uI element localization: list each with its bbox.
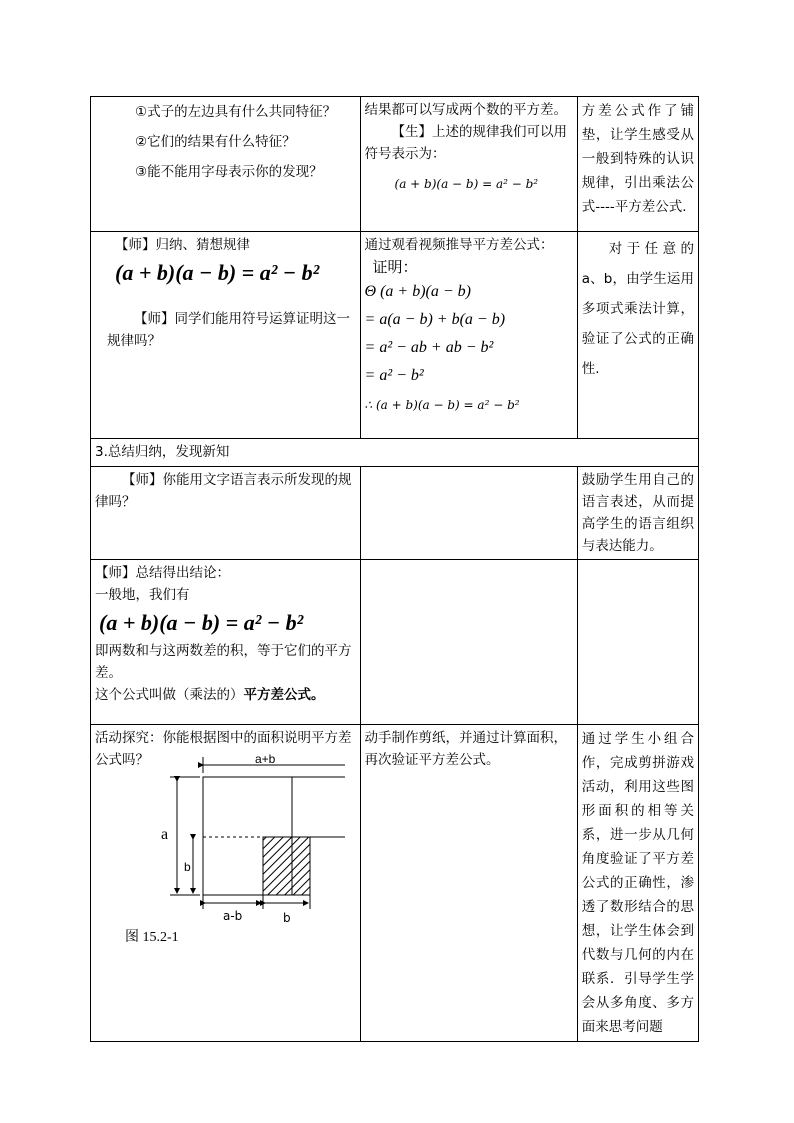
- teacher-line-1: 【师】归纳、猜想规律: [115, 237, 250, 253]
- activity-cell: [91, 725, 361, 1042]
- student-cell: [360, 725, 577, 1042]
- teacher-cell: [91, 467, 361, 560]
- teacher-line-2: 【师】同学们能用符号运算证明这一规律吗？: [107, 311, 350, 349]
- table-row: [91, 97, 699, 232]
- proof-step-3: = a² − ab + ab − b²: [364, 339, 494, 356]
- proof-step-2: = a(a − b) + b(a − b): [364, 311, 506, 328]
- proof-step-1: Θ (a + b)(a − b): [364, 283, 471, 300]
- conclusion-line-3: 即两数和与这两数差的积，等于它们的平方差。: [95, 643, 352, 681]
- label-a-minus-b: a-b: [223, 909, 243, 923]
- design-note-cell: [577, 97, 698, 232]
- table-row: [91, 560, 699, 725]
- section-header: 3.总结归纳，发现新知: [91, 439, 699, 467]
- label-a-plus-b: a+b: [255, 753, 276, 766]
- proof-label: 证明：: [372, 258, 418, 276]
- question-2: ②它们的结果有什么特征？: [135, 134, 296, 150]
- design-note-cell: [577, 725, 698, 1042]
- figure-caption: 图 15.2-1: [125, 930, 179, 945]
- design-note-cell: [577, 232, 698, 439]
- table-row: [91, 232, 699, 439]
- table-row: [91, 439, 699, 467]
- student-activity: 动手制作剪纸，并通过计算面积，再次验证平方差公式。: [364, 730, 568, 768]
- proof-step-4: = a² − b²: [364, 367, 424, 384]
- teacher-cell: [91, 232, 361, 439]
- student-line-1: 结果都可以写成两个数的平方差。: [364, 102, 568, 118]
- conclusion-line-2: 一般地，我们有: [95, 587, 190, 603]
- student-cell: [360, 97, 577, 232]
- activity-text: 活动探究：你能根据图中的面积说明平方差公式吗？: [95, 730, 352, 768]
- formula: (a + b)(a − b) = a² − b²: [99, 610, 304, 635]
- lesson-plan-table: [90, 96, 699, 1042]
- design-note: 鼓励学生用自己的语言表述，从而提高学生的语言组织与表达能力。: [581, 472, 694, 554]
- formula: (a + b)(a − b) = a² − b²: [115, 260, 320, 285]
- student-cell: [360, 560, 577, 725]
- proof-intro: 通过观看视频推导平方差公式：: [364, 237, 554, 253]
- conclusion-prefix: 这个公式叫做（乘法的）: [95, 687, 244, 703]
- conclusion-cell: [91, 560, 361, 725]
- proof-conclusion: ∴ (a + b)(a − b) = a² − b²: [364, 398, 520, 412]
- label-a: a: [161, 826, 169, 843]
- design-note: 方差公式作了铺垫，让学生感受从一般到特殊的认识规律，引出乘法公式----平方差公式.: [581, 103, 694, 215]
- teacher-questions-cell: [91, 97, 361, 232]
- label-b-left: b: [184, 860, 191, 874]
- teacher-question: 【师】你能用文字语言表示所发现的规律吗？: [95, 472, 352, 510]
- area-figure: [95, 753, 345, 913]
- conclusion-line-1: 【师】总结得出结论：: [95, 565, 230, 581]
- formula-name: 平方差公式。: [243, 687, 325, 703]
- student-formula: (a + b)(a − b) = a² − b²: [394, 177, 539, 191]
- design-note: 对于任意的a、b，由学生运用多项式乘法计算，验证了公式的正确性.: [581, 241, 694, 377]
- proof-cell: [360, 232, 577, 439]
- student-line-2: 【生】上述的规律我们可以用符号表示为：: [364, 124, 568, 162]
- question-1: ①式子的左边具有什么共同特征？: [135, 104, 337, 120]
- student-cell: [360, 467, 577, 560]
- question-3: ③能不能用字母表示你的发现？: [135, 164, 323, 180]
- design-note-cell: [577, 560, 698, 725]
- table-row: [91, 725, 699, 1042]
- design-note: 通过学生小组合作，完成剪拼游戏活动，利用这些图形面积的相等关系，进一步从几何角度验证了平方差公式的正确性，渗透了数形结合的思想，让学生体会到代数与几何的内在联系．引导学生学会从多角度、多方面来思考问题: [581, 731, 694, 1035]
- table-row: [91, 467, 699, 560]
- label-b-bottom: b: [283, 911, 291, 925]
- conclusion-line-4: [95, 684, 356, 706]
- design-note-cell: [577, 467, 698, 560]
- hatched-square: [263, 837, 310, 895]
